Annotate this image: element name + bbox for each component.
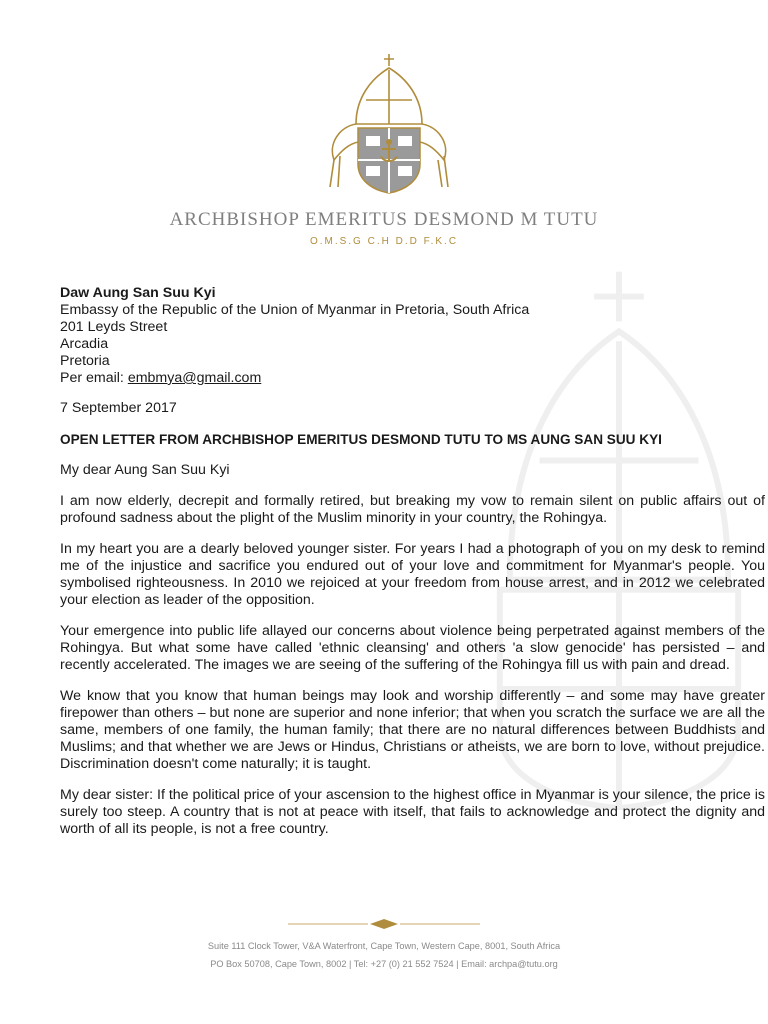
- ornament-divider-icon: [288, 918, 480, 930]
- email-link[interactable]: embmya@gmail.com: [127, 370, 262, 386]
- address-line: 201 Leyds Street: [60, 319, 168, 335]
- letterhead-honours: O.M.S.G C.H D.D F.K.C: [309, 236, 459, 247]
- email-prefix: Per email:: [60, 370, 128, 386]
- paragraph: Your emergence into public life allayed our concerns about violence being perpetrated against members of the Rohingya. But what some have called 'ethnic cleansing' and others 'a slow genocide' has persisted – and recently accelerated. The images we are seeing of the suffering of the Rohingya fill us with pain and dread.: [60, 623, 765, 673]
- mitre-crest-icon: [314, 52, 464, 197]
- address-line: Embassy of the Republic of the Union of Myanmar in Pretoria, South Africa: [60, 302, 530, 318]
- address-line: Arcadia: [60, 336, 109, 352]
- letterhead-name: ARCHBISHOP EMERITUS DESMOND M TUTU: [169, 209, 599, 230]
- footer-address: Suite 111 Clock Tower, V&A Waterfront, Cape Town, Western Cape, 8001, South Africa: [207, 941, 561, 951]
- recipient-address: [60, 285, 765, 387]
- paragraph: My dear sister: If the political price of your ascension to the highest office in Myanmar is your silence, the price is surely too steep. A country that is not at peace with itself, that fails to acknowledge and protect the dignity and worth of all its people, is not a free country.: [60, 787, 765, 837]
- email-line: [60, 370, 765, 387]
- letter-title: OPEN LETTER FROM ARCHBISHOP EMERITUS DESMOND TUTU TO MS AUNG SAN SUU KYI: [60, 432, 662, 447]
- letter-body: [60, 285, 765, 838]
- paragraph: We know that you know that human beings may look and worship differently – and some may have greater firepower than others – but none are superior and none inferior; that when you scratch the surface we are all the same, members of one family, the human family; that there are no natural differences between Buddhists and Muslims; and that whether we are Jews or Hindus, Christians or atheists, we are born to love, without prejudice. Discrimination doesn't come naturally; it is taught.: [60, 688, 765, 772]
- letter-date: 7 September 2017: [60, 400, 177, 416]
- footer-contact: PO Box 50708, Cape Town, 8002 | Tel: +27 (0) 21 552 7524 | Email: archpa@tutu.org: [210, 959, 558, 969]
- paragraph: In my heart you are a dearly beloved younger sister. For years I had a photograph of you on my desk to remind me of the injustice and sacrifice you endured out of your love and commitment for Myanmar's people. You symbolised righteousness. In 2010 we rejoiced at your freedom from house arrest, and in 2012 we celebrated your election as leader of the opposition.: [60, 541, 765, 608]
- greeting: My dear Aung San Suu Kyi: [60, 462, 230, 478]
- address-line: Pretoria: [60, 353, 110, 369]
- paragraph: I am now elderly, decrepit and formally retired, but breaking my vow to remain silent on public affairs out of profound sadness about the plight of the Muslim minority in your country, the Rohingya.: [60, 493, 765, 526]
- recipient-name: Daw Aung San Suu Kyi: [60, 285, 216, 301]
